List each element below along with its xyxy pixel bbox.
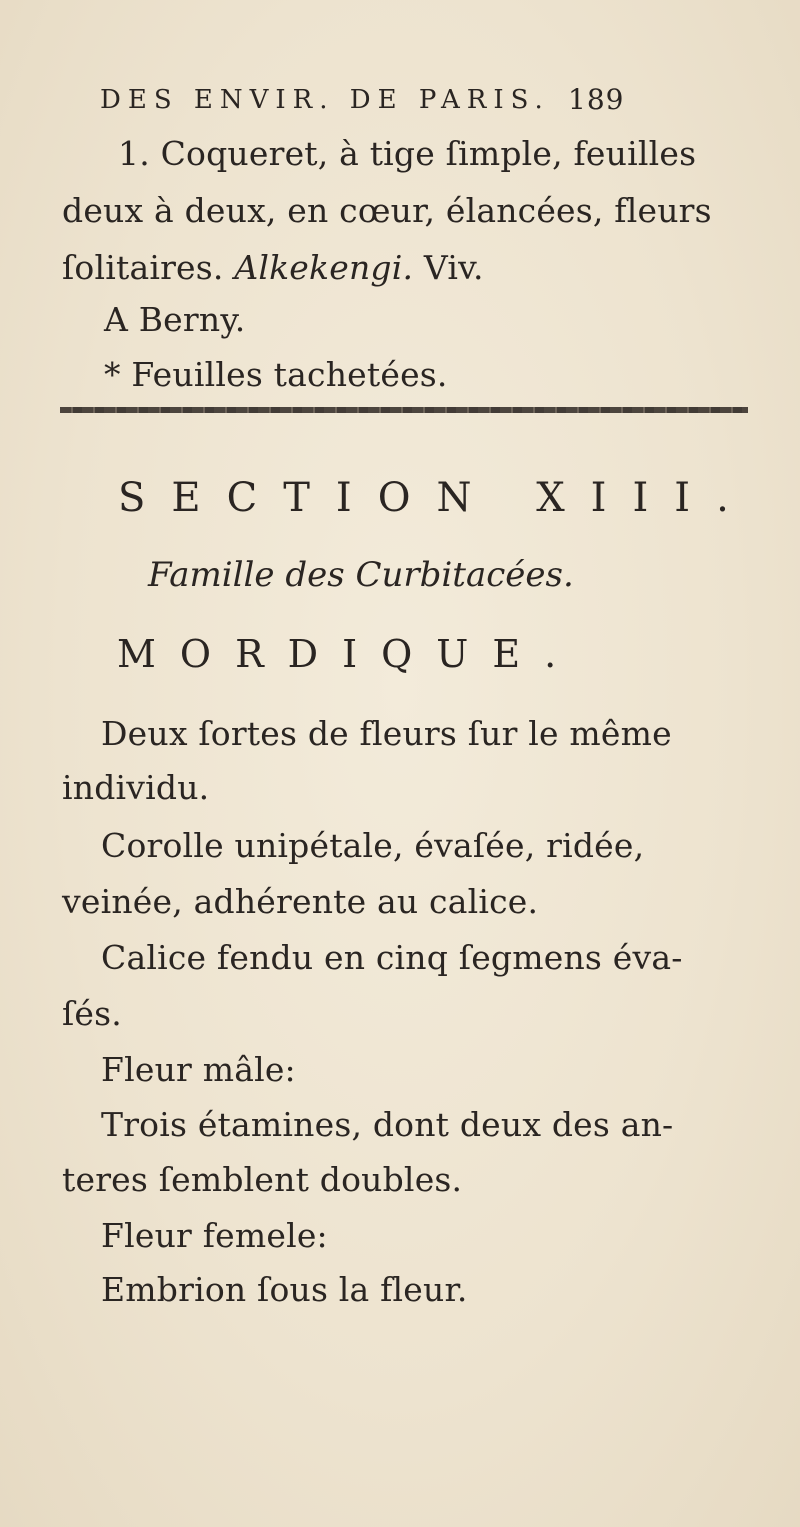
body-line-6: ſés. <box>62 994 122 1033</box>
running-head <box>100 82 630 118</box>
body-line-10: Fleur femele: <box>101 1216 328 1255</box>
entry-line-5: * Feuilles tachetées. <box>104 355 448 394</box>
section-divider <box>60 407 748 413</box>
body-line-11: Embrion ſous la fleur. <box>101 1270 468 1309</box>
entry-line-2: deux à deux, en cœur, élancées, fleurs <box>62 191 712 230</box>
body-line-2: individu. <box>62 768 210 807</box>
body-line-7: Fleur mâle: <box>101 1050 296 1089</box>
running-head-title: DES ENVIR. DE PARIS. <box>100 85 550 115</box>
body-line-9: teres ſemblent doubles. <box>62 1160 463 1199</box>
body-line-8: Trois étamines, dont deux des an- <box>101 1105 674 1144</box>
entry-line-4: A Berny. <box>104 300 246 339</box>
entry-line-3-pre: ſolitaires. <box>62 248 235 287</box>
entry-line-1: 1. Coqueret, à tige ſimple, feuilles <box>118 134 697 173</box>
page-number: 189 <box>568 83 625 116</box>
body-line-4: veinée, adhérente au calice. <box>62 882 539 921</box>
genus-title: MORDIQUE. <box>117 632 581 676</box>
body-line-3: Corolle unipétale, évaſée, ridée, <box>101 826 645 865</box>
entry-line-3 <box>62 248 484 288</box>
species-name: Alkekengi. <box>234 248 414 287</box>
body-line-1: Deux ſortes de fleurs ſur le même <box>101 714 672 753</box>
body-line-5: Calice fendu en cinq ſegmens éva- <box>101 938 683 977</box>
section-heading: SECTION XIII. <box>118 475 755 521</box>
entry-line-3-post: Viv. <box>413 248 484 287</box>
family-title: Famille des Curbitacées. <box>148 555 574 595</box>
